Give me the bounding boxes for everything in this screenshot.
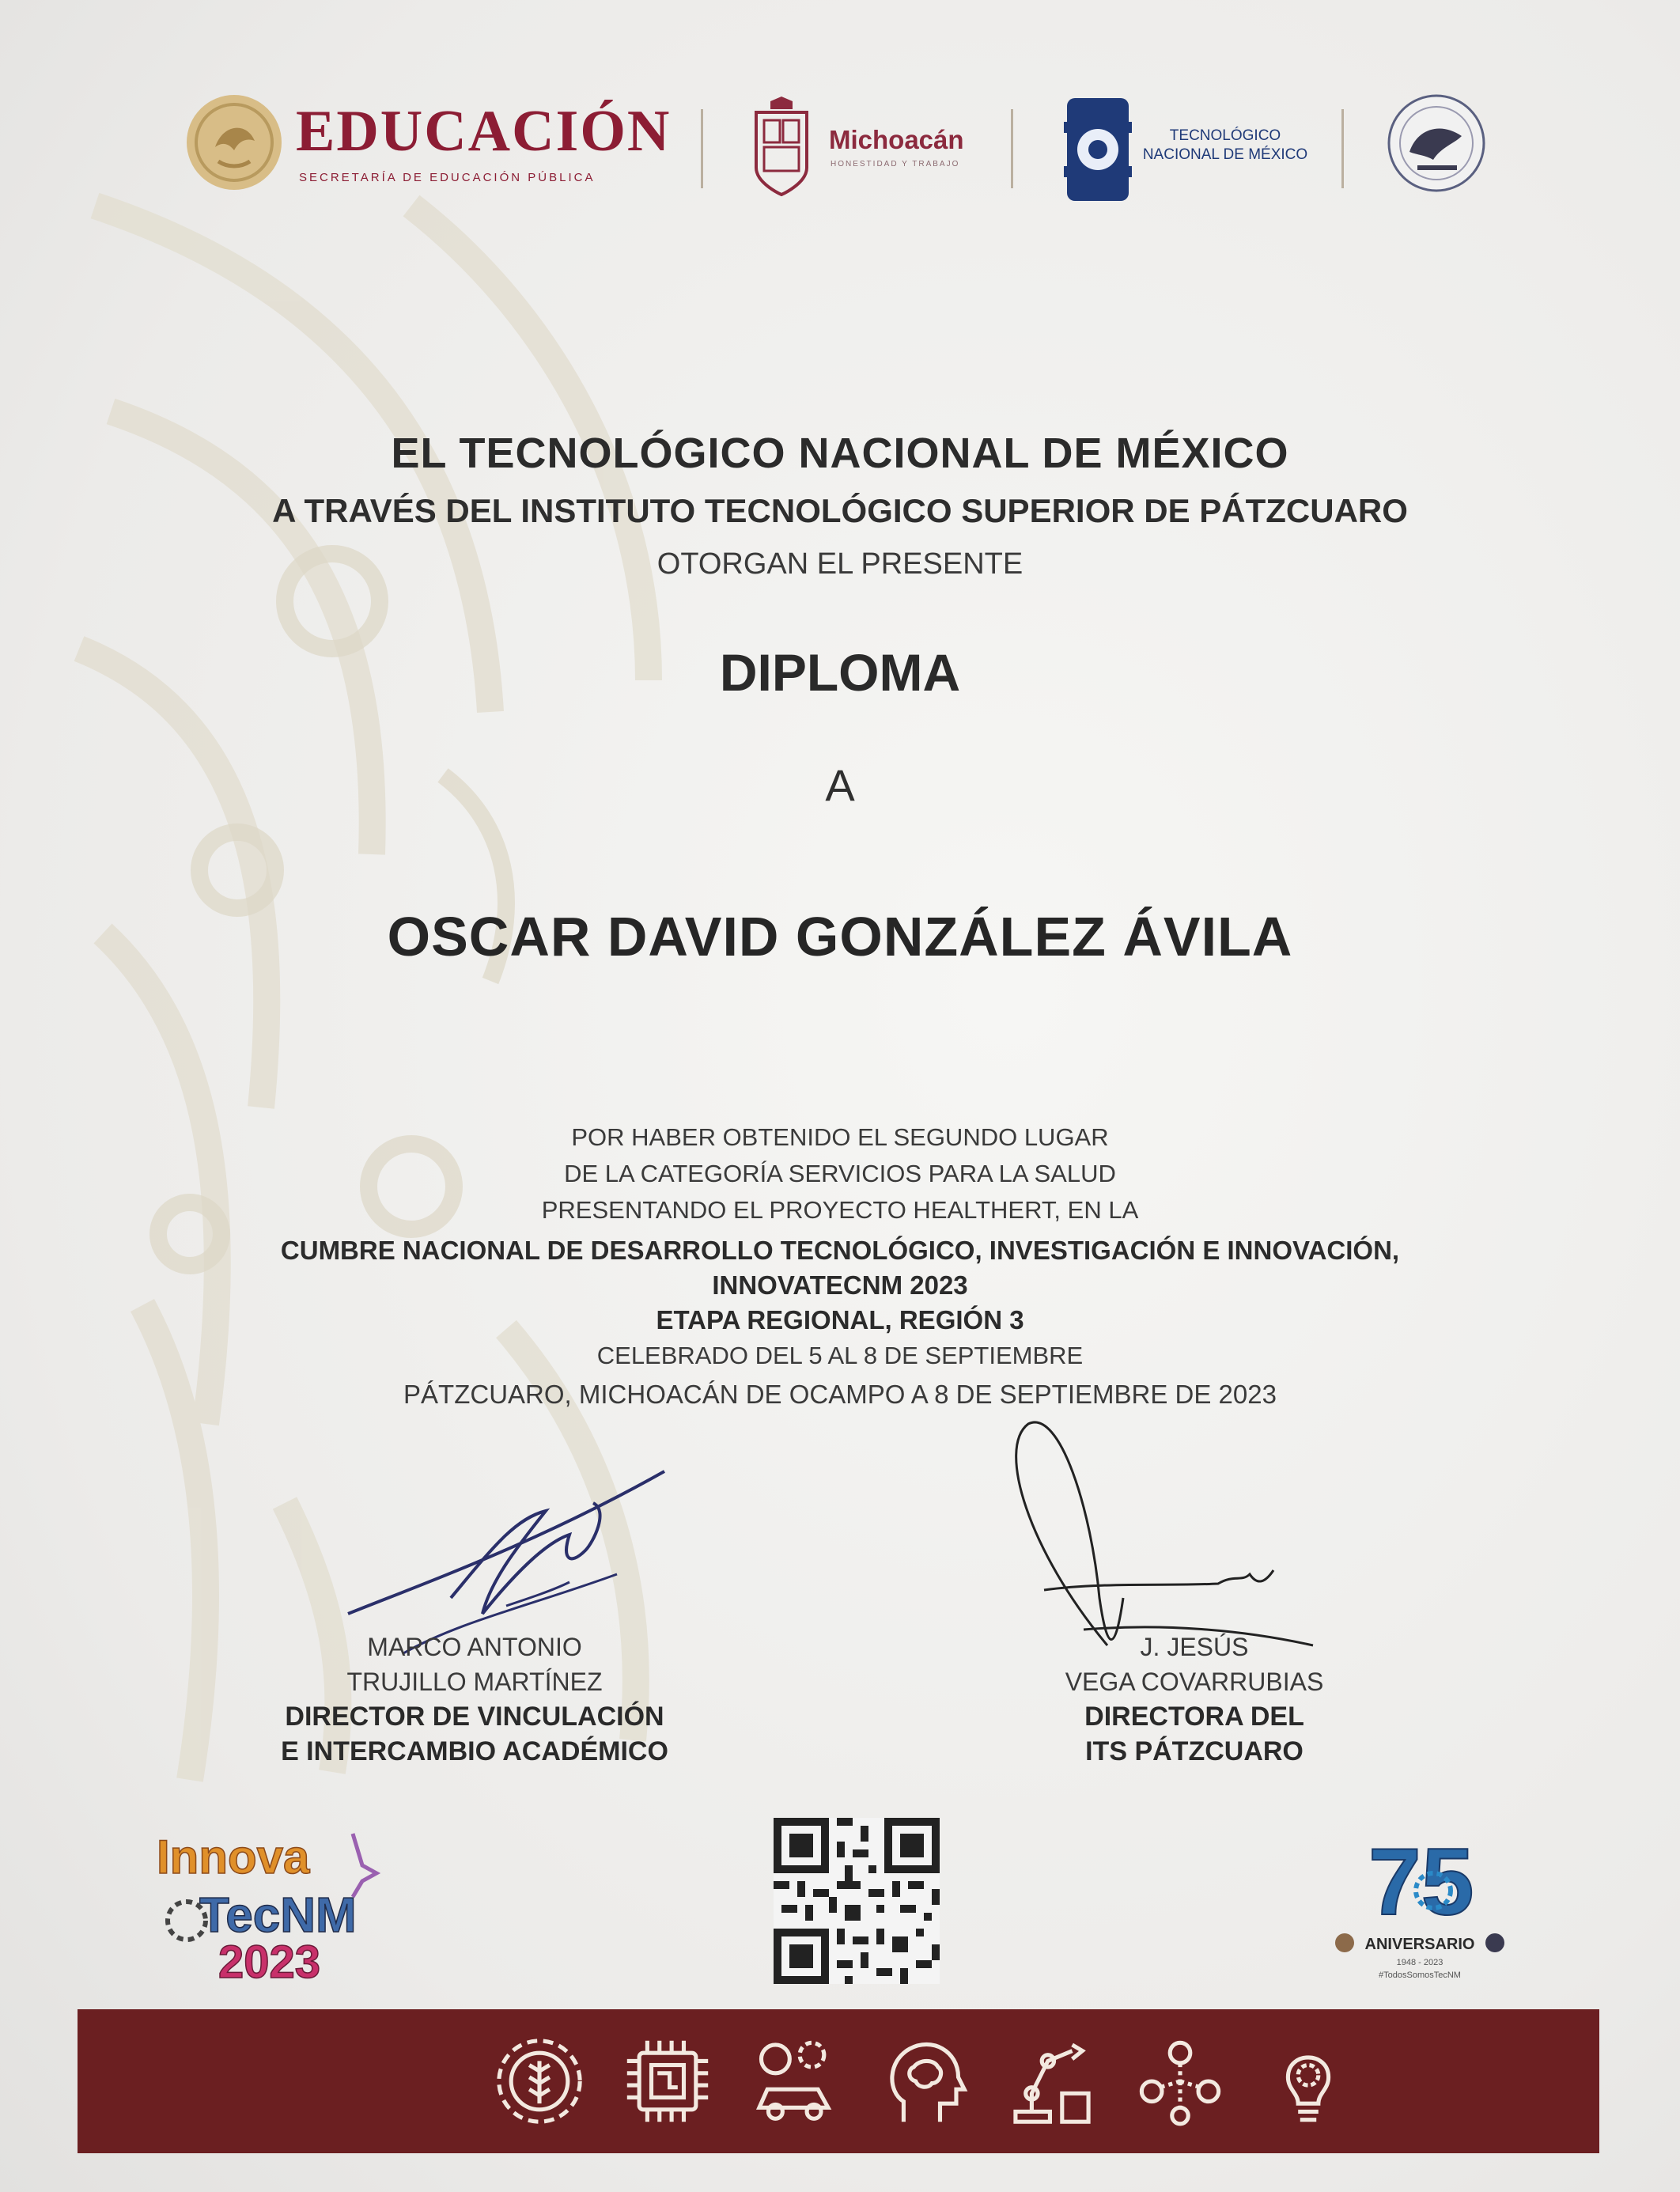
- michoacan-crest-icon: [750, 97, 813, 198]
- aniversario-tag: #TodosSomosTecNM: [1379, 1971, 1461, 1980]
- tecnm-word: TecNM: [199, 1888, 357, 1943]
- head-brain-icon: [873, 2031, 974, 2132]
- innovatecnm-logo-icon: [155, 1826, 400, 1984]
- tecnm-gear-icon: [1064, 90, 1132, 209]
- event-name-line: CUMBRE NACIONAL DE DESARROLLO TECNOLÓGICO, INVESTIGACIÓN E INNOVACIÓN,: [280, 1236, 1400, 1265]
- reason-line-1: POR HABER OBTENIDO EL SEGUNDO LUGAR: [571, 1123, 1109, 1151]
- institute-line: A TRAVÉS DEL INSTITUTO TECNOLÓGICO SUPERIOR DE PÁTZCUARO: [272, 492, 1408, 529]
- signer-right-role-1: DIRECTORA DEL: [1084, 1702, 1304, 1732]
- logo-divider: [1341, 109, 1344, 188]
- diploma-title: DIPLOMA: [719, 643, 961, 702]
- footer-band: [78, 2009, 1599, 2153]
- reason-line-2: DE LA CATEGORÍA SERVICIOS PARA LA SALUD: [564, 1160, 1116, 1187]
- eco-network-icon: [1129, 2031, 1231, 2132]
- robot-arm-icon: [1001, 2031, 1103, 2132]
- logo-divider: [1011, 109, 1013, 188]
- place-date-line: PÁTZCUARO, MICHOACÁN DE OCAMPO A 8 DE SEPTIEMBRE DE 2023: [403, 1380, 1277, 1409]
- 75-aniversario-logo: [1329, 1819, 1511, 1986]
- logo-divider: [701, 109, 703, 188]
- signer-left-role-2: E INTERCAMBIO ACADÉMICO: [281, 1736, 668, 1766]
- educacion-subtitle: SECRETARÍA DE EDUCACIÓN PÚBLICA: [299, 171, 596, 184]
- michoacan-motto: HONESTIDAD Y TRABAJO: [831, 160, 960, 168]
- signer-left-name-2: TRUJILLO MARTÍNEZ: [346, 1668, 603, 1696]
- aniversario-years: 1948 - 2023: [1396, 1958, 1444, 1967]
- its-patzcuaro-seal-icon: [1386, 89, 1487, 198]
- header-logos: [0, 79, 1680, 221]
- aniversario-number: 75: [1368, 1829, 1474, 1935]
- recipient-name: OSCAR DAVID GONZÁLEZ ÁVILA: [387, 906, 1293, 967]
- tecnm-name-line2: NACIONAL DE MÉXICO: [1142, 146, 1308, 163]
- tecnm-name: [1142, 127, 1308, 165]
- signer-right-role-2: ITS PÁTZCUARO: [1085, 1736, 1304, 1766]
- to-letter: A: [825, 760, 855, 810]
- microchip-icon: [617, 2031, 718, 2132]
- aniversario-label: ANIVERSARIO: [1364, 1936, 1475, 1953]
- footer-icon-row: [489, 2009, 1359, 2153]
- event-edition-line: INNOVATECNM 2023: [712, 1270, 968, 1300]
- signer-left-name-1: MARCO ANTONIO: [367, 1633, 582, 1661]
- signer-right-name-2: VEGA COVARRUBIAS: [1065, 1668, 1324, 1696]
- innova-word: Innova: [157, 1830, 310, 1883]
- mexico-seal-icon: [184, 92, 285, 193]
- lightbulb-gear-icon: [1258, 2031, 1359, 2132]
- 75-aniversario-icon: [1329, 1819, 1511, 1986]
- tecnm-name-line1: TECNOLÓGICO: [1169, 127, 1281, 144]
- wheat-gear-icon: [489, 2031, 590, 2132]
- michoacan-name: Michoacán: [829, 125, 964, 154]
- signer-left-role-1: DIRECTOR DE VINCULACIÓN: [285, 1702, 664, 1732]
- event-dates-line: CELEBRADO DEL 5 AL 8 DE SEPTIEMBRE: [596, 1342, 1084, 1369]
- event-stage-line: ETAPA REGIONAL, REGIÓN 3: [656, 1305, 1024, 1335]
- qr-code-icon[interactable]: [774, 1818, 940, 1984]
- issuer-line: EL TECNOLÓGICO NACIONAL DE MÉXICO: [391, 430, 1289, 477]
- signer-right-name-1: J. JESÚS: [1140, 1633, 1249, 1661]
- signature-block-left: [221, 1630, 728, 1769]
- innova-year: 2023: [218, 1936, 321, 1984]
- educacion-title: EDUCACIÓN: [296, 99, 672, 164]
- signature-block-right: [981, 1630, 1408, 1769]
- reason-line-3: PRESENTANDO EL PROYECTO HEALTHERT, EN LA: [541, 1196, 1139, 1224]
- car-gear-icon: [745, 2031, 846, 2132]
- grant-line: OTORGAN EL PRESENTE: [656, 547, 1024, 581]
